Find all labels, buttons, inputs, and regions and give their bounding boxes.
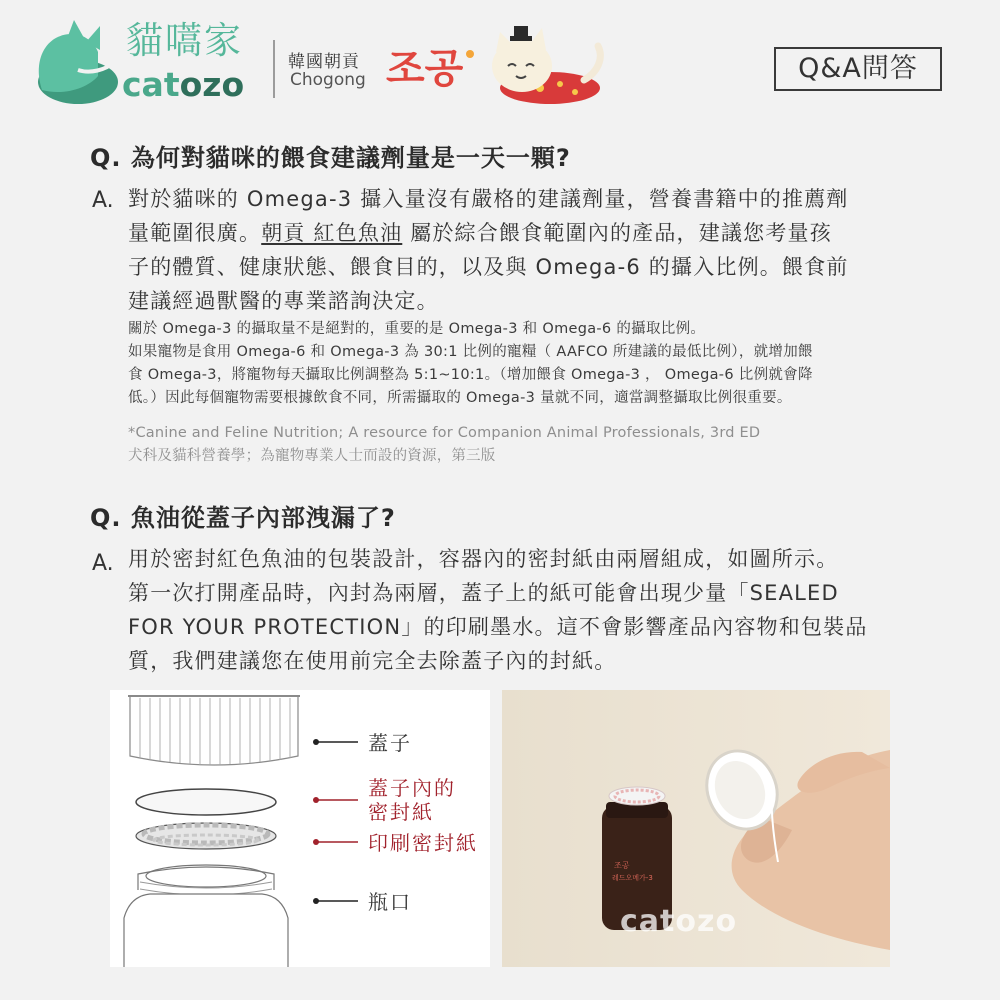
partner-name-english: Chogong — [290, 70, 366, 90]
source-citation: *Canine and Feline Nutrition; A resource for Companion Animal Professionals, 3rd ED 犬科及貓科營養學；為寵物專業人士而設的資源，第三版 — [128, 425, 761, 464]
product-name-link: 朝貢 紅色魚油 — [261, 221, 403, 245]
brand-name-english: catozo — [122, 65, 245, 104]
answer-2-text — [128, 542, 928, 678]
answer-1-mark: A. — [92, 188, 114, 213]
answer-1-line: 子的體質、健康狀態、餵食目的，以及與 Omega-6 的攝入比例。餵食前 — [128, 255, 849, 279]
answer-2-line: FOR YOUR PROTECTION」的印刷墨水。這不會影響產品內容物和包裝品 — [128, 615, 868, 639]
omega-ratio-note: 關於 Omega-3 的攝取量不是絕對的，重要的是 Omega-3 和 Omega-6 的攝取比例。 如果寵物是食用 Omega-6 和 Omega-3 為 30:1 比例的寵糧（ AAFCO 所建議的最低比例），就增加餵 食 Omega-3，將寵物每天攝取比例調整為 5:1~10:1。（增加餵食 Omega-3 ， Omega-6 比例就會降 低。）因此每個寵物需要根據飲食不同，所需攝取的 Omega-3 量就不同，適當調整攝取比例很重要。 — [128, 321, 813, 406]
cap-label: 蓋子 — [368, 731, 412, 755]
catozo-watermark: catozo — [620, 904, 738, 939]
chogong-logo-icon — [384, 38, 484, 98]
question-1-title: Q. 為何對貓咪的餵食建議劑量是一天一顆? — [90, 144, 571, 172]
inner-seal-label: 蓋子內的 密封紙 — [368, 776, 456, 824]
qa-section-badge: Q&A問答 — [774, 47, 942, 91]
answer-1-line: 建議經過獸醫的專業諮詢決定。 — [128, 289, 439, 313]
brand-name-chinese: 貓嚆家 — [126, 19, 243, 62]
answer-2-line: 用於密封紅色魚油的包裝設計，容器內的密封紙由兩層組成，如圖所示。 — [128, 547, 839, 571]
cat-mascot-icon — [480, 18, 608, 108]
svg-text:레드오메가-3: 레드오메가-3 — [612, 874, 653, 882]
answer-1-line: 量範圍很廣。朝貢 紅色魚油 屬於綜合餵食範圍內的產品，建議您考量孩 — [128, 221, 832, 245]
answer-2-line: 質，我們建議您在使用前完全去除蓋子內的封紙。 — [128, 649, 617, 673]
svg-text:조공: 조공 — [386, 46, 464, 92]
packaging-diagram-drawing — [110, 690, 490, 967]
answer-2-line: 第一次打開產品時，內封為兩層，蓋子上的紙可能會出現少量「SEALED — [128, 581, 839, 605]
answer-1-text — [128, 182, 928, 318]
partner-name-chinese: 韓國朝貢 — [288, 52, 360, 72]
answer-2-mark: A. — [92, 551, 114, 576]
answer-1-line: 對於貓咪的 Omega-3 攝入量沒有嚴格的建議劑量，營養書籍中的推薦劑 — [128, 187, 849, 211]
printed-seal-label: 印刷密封紙 — [368, 831, 478, 855]
question-2-title: Q. 魚油從蓋子內部洩漏了? — [90, 504, 396, 532]
bottle-neck-label: 瓶口 — [368, 890, 412, 914]
header-divider — [273, 40, 275, 98]
svg-text:조공: 조공 — [614, 861, 630, 870]
product-photo — [502, 690, 890, 967]
catozo-cat-logo-icon — [28, 20, 120, 106]
packaging-diagram — [110, 690, 490, 967]
